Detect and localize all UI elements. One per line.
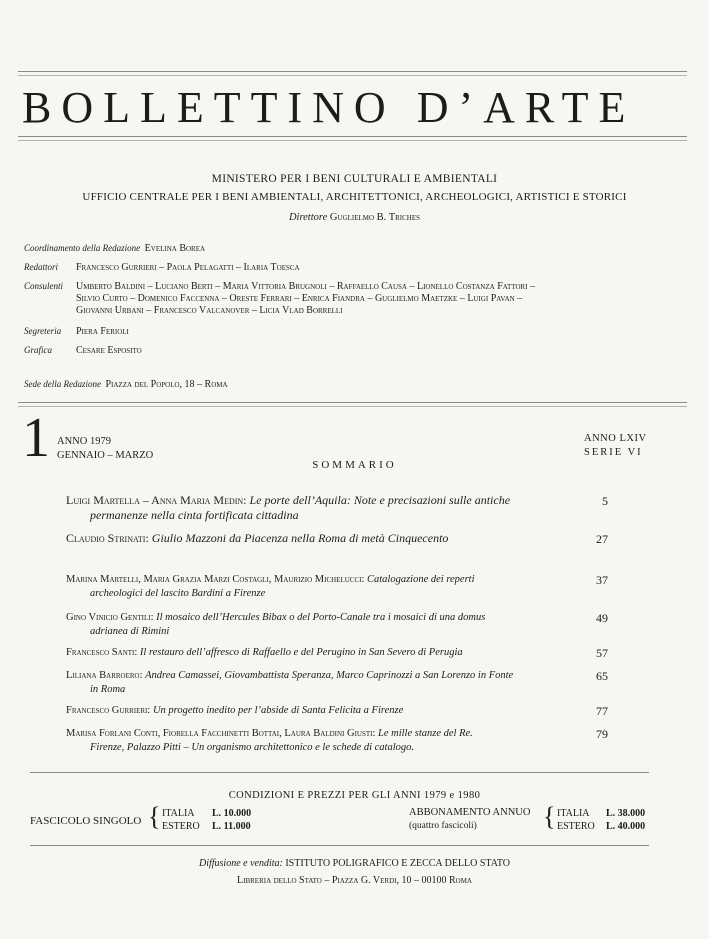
staff-rule: [18, 402, 687, 403]
toc-author: Gino Vinicio Gentili:: [66, 612, 154, 623]
ministry-line1: MINISTERO PER I BENI CULTURALI E AMBIENTALI: [211, 173, 498, 185]
coordinamento-label: Coordinamento della Redazione: [24, 243, 141, 253]
toc-entry-3: [66, 573, 596, 601]
staff-segreteria: [24, 326, 61, 336]
diffusione-label: Diffusione e vendita:: [198, 858, 283, 869]
toc-author: Liliana Barroero:: [66, 670, 143, 681]
toc-title-cont: adrianea di Rimini: [90, 626, 170, 637]
toc-author: Claudio Strinati:: [66, 531, 149, 545]
toc-title-cont: in Roma: [90, 684, 126, 695]
staff-sede: [24, 379, 228, 390]
abbonamento-label: ABBONAMENTO ANNUO: [409, 807, 531, 818]
director-name: Guglielmo B. Triches: [329, 212, 421, 223]
toc-title-cont: Firenze, Palazzo Pitti – Un organismo architettonico e le schede di catalogo.: [90, 742, 414, 753]
toc-entry-8: [66, 727, 596, 755]
toc-title: Andrea Camassei, Giovambattista Speranza, Marco Caprinozzi a San Lorenzo in Fonte: [145, 670, 514, 681]
toc-page-3: 37: [596, 573, 608, 587]
consulenti-line1: [76, 281, 535, 292]
issue-number: 1: [22, 407, 50, 469]
sommario-heading: SOMMARIO: [312, 459, 397, 471]
abbonamento-brace: {: [543, 802, 556, 831]
redattori-label: Redattori: [24, 262, 58, 272]
footer-diffusione: [0, 858, 709, 869]
toc-title: Le mille stanze del Re.: [378, 728, 473, 739]
title-rule-2: [18, 140, 687, 141]
toc-entry-6: [66, 669, 596, 697]
abbonamento-italia-price: L. 38.000: [606, 808, 646, 819]
director-label: Direttore: [288, 212, 328, 223]
toc-entry-4: [66, 611, 596, 639]
ministry-line2: UFFICIO CENTRALE PER I BENI AMBIENTALI, ARCHITETTONICI, ARCHEOLOGICI, ARTISTICI E STORICI: [82, 191, 627, 203]
top-rule-2: [18, 75, 687, 76]
toc-page-5: 57: [596, 646, 608, 660]
sede-value: Piazza del Popolo, 18 – Roma: [105, 379, 228, 390]
toc-title: Giulio Mazzoni da Piacenza nella Roma di metà Cinquecento: [151, 531, 449, 545]
issue-volume: ANNO LXIV: [584, 433, 647, 444]
issue-mesi: GENNAIO – MARZO: [57, 450, 154, 461]
segreteria-value-wrap: [76, 326, 129, 337]
staff-coordinamento: [24, 243, 205, 254]
consulenti-text-3: Giovanni Urbani – Francesco Valcanover – Licia Vlad Borrelli: [76, 305, 343, 316]
issue-anno: ANNO 1979: [57, 436, 111, 447]
prices-bottom-rule: [30, 845, 649, 846]
segreteria-label: Segreteria: [24, 326, 62, 336]
toc-author: Francesco Santi:: [66, 647, 138, 658]
abbonamento-estero-price: L. 40.000: [606, 821, 646, 832]
consulenti-text-2: Silvio Curto – Domenico Faccenna – Oreste Ferrari – Enrica Fiandra – Guglielmo Maetzke – Luigi Pavan –: [76, 293, 523, 304]
staff-grafica: [24, 345, 52, 355]
toc-author: Marina Martelli, Maria Grazia Marzi Costagli, Maurizio Michelucci:: [66, 574, 365, 585]
director-line: [0, 212, 709, 223]
masthead-title: BOLLETTINO D’ARTE: [22, 83, 636, 132]
toc-entry-2: [66, 531, 596, 546]
toc-page-4: 49: [596, 611, 608, 625]
grafica-value-wrap: [76, 345, 142, 356]
toc-entry-7: [66, 704, 596, 718]
fascicolo-italia-label: ITALIA: [162, 808, 195, 819]
toc-title-cont: archeologici del lascito Bardini a Firenze: [90, 588, 266, 599]
consulenti-label: Consulenti: [24, 281, 64, 291]
toc-author: Luigi Martella – Anna Maria Medin:: [66, 493, 247, 507]
prices-heading: CONDIZIONI E PREZZI PER GLI ANNI 1979 e 1980: [228, 790, 481, 801]
abbonamento-note: (quattro fascicoli): [409, 821, 477, 831]
toc-title: Il mosaico dell’Hercules Bibax o del Porto-Canale tra i mosaici di una domus: [156, 612, 486, 623]
toc-page-2: 27: [596, 532, 608, 546]
grafica-value: Cesare Esposito: [76, 345, 142, 356]
toc-title: Il restauro dell’affresco di Raffaello e del Perugino in San Severo di Perugia: [139, 647, 463, 658]
coordinamento-value: Evelina Borea: [144, 243, 206, 254]
fascicolo-label: FASCICOLO SINGOLO: [30, 815, 142, 827]
staff-consulenti: [24, 281, 63, 291]
fascicolo-brace: {: [148, 802, 161, 831]
redattori-value-wrap: [76, 262, 300, 273]
fascicolo-estero-price: L. 11.000: [212, 821, 251, 832]
fascicolo-estero-label: ESTERO: [162, 821, 200, 832]
redattori-value: Francesco Gurrieri – Paola Pelagatti – Ilaria Toesca: [76, 262, 300, 273]
toc-page-6: 65: [596, 669, 608, 683]
toc-author: Marisa Forlani Conti, Fiorella Facchinetti Bottai, Laura Baldini Giusti:: [66, 728, 376, 739]
issue-serie: SERIE VI: [584, 447, 643, 458]
staff-redattori: [24, 262, 58, 272]
consulenti-text-1: Umberto Baldini – Luciano Berti – Maria Vittoria Brugnoli – Raffaello Causa – Lionello Costanza Fattori –: [76, 281, 536, 292]
prices-rule: [30, 772, 649, 773]
top-rule: [18, 71, 687, 72]
consulenti-line2: [76, 293, 522, 304]
fascicolo-italia-price: L. 10.000: [212, 808, 252, 819]
segreteria-value: Piera Ferioli: [76, 326, 129, 337]
staff-rule-2: [18, 406, 687, 407]
toc-title: Un progetto inedito per l’abside di Santa Felicita a Firenze: [152, 705, 404, 716]
toc-page-1: 5: [602, 494, 608, 508]
toc-entry-1: [66, 493, 596, 523]
toc-page-8: 79: [596, 727, 608, 741]
diffusione-value: ISTITUTO POLIGRAFICO E ZECCA DELLO STATO: [285, 858, 511, 869]
toc-entry-5: [66, 646, 596, 660]
abbonamento-estero-label: ESTERO: [557, 821, 595, 832]
toc-title-cont: permanenze nella cinta fortificata cittadina: [90, 508, 299, 522]
title-rule: [18, 136, 687, 137]
toc-title: Catalogazione dei reperti: [367, 574, 475, 585]
toc-author: Francesco Gurrieri:: [66, 705, 151, 716]
sede-label: Sede della Redazione: [24, 379, 101, 389]
consulenti-line3: [76, 305, 343, 316]
toc-page-7: 77: [596, 704, 608, 718]
abbonamento-italia-label: ITALIA: [557, 808, 590, 819]
toc-title: Le porte dell’Aquila: Note e precisazioni sulle antiche: [249, 493, 511, 507]
footer-libreria: Libreria dello Stato – Piazza G. Verdi, 10 – 00100 Roma: [237, 875, 472, 886]
grafica-label: Grafica: [24, 345, 52, 355]
